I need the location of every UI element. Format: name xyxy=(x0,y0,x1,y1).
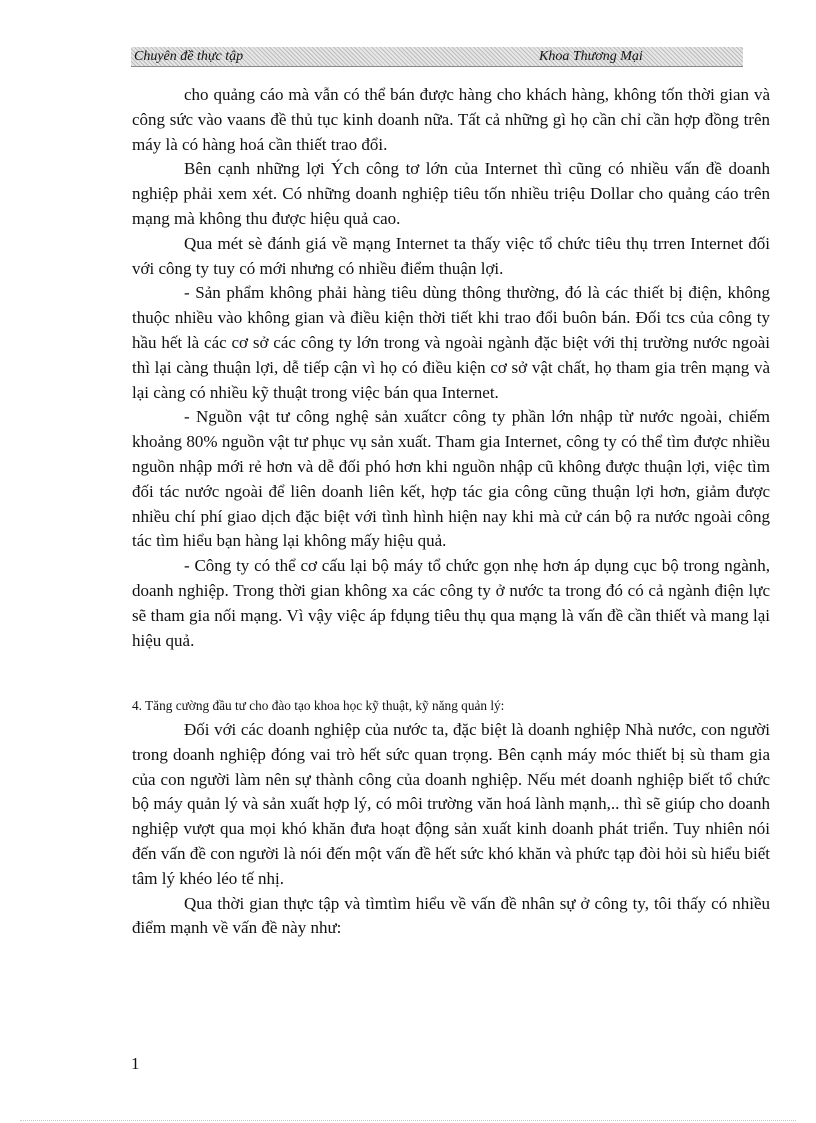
paragraph-4: - Sản phẩm không phải hàng tiêu dùng thông thường, đó là các thiết bị điện, không thuộc nhiều vào không gian và điều kiện thời tiết khi trao đổi buôn bán. Đối tcs của công ty hầu hết là các cơ sở các công ty lớn trong và ngoài ngành đặc biệt với thị trường nước ngoài thì lại càng thuận lợi, dễ tiếp cận vì họ có điều kiện cơ sở vật chất, họ tham gia trên mạng và lại càng có nhiều kỹ thuật trong việc bán qua Internet. xyxy=(132,283,770,402)
paragraph-5: - Nguồn vật tư công nghệ sản xuấtcr công ty phần lớn nhập từ nước ngoài, chiếm khoảng 80% nguồn vật tư phục vụ sản xuất. Tham gia Internet, công ty có thể tìm được nhiều nguồn nhập mới rẻ hơn và dễ đối phó hơn khi nguồn nhập cũ không được thuận lợi, việc tìm đối tác nước ngoài để liên doanh liên kết, hợp tác gia công cũng thuận lợi hơn, giảm được nhiều chí phí giao dịch đặc biệt với tình hình hiện nay khi mà cử cán bộ ra nước ngoài công tác tìm hiểu bạn hàng lại không mấy hiệu quả. xyxy=(132,407,770,551)
paragraph-2: Bên cạnh những lợi Ých công tơ lớn của Internet thì cũng có nhiều vấn đề doanh nghiệp phải xem xét. Có những doanh nghiệp tiêu tốn nhiều triệu Dollar cho quảng cáo trên mạng mà không thu được hiệu quả cao. xyxy=(132,159,770,228)
paragraph-7: Đối với các doanh nghiệp của nước ta, đặc biệt là doanh nghiệp Nhà nước, con người trong doanh nghiệp đóng vai trò hết sức quan trọng. Bên cạnh máy móc thiết bị sù tham gia của con người làm nên sự thành công của doanh nghiệp. Nếu mét doanh nghiệp biết tổ chức bộ máy quản lý và sản xuất hợp lý, có môi trường văn hoá lành mạnh,.. thì sẽ giúp cho doanh nghiệp vượt qua mọi khó khăn đưa hoạt động sản xuất kinh doanh phát triển. Tuy nhiên nói đến vấn đề con người là nói đến một vấn đề hết sức khó khăn và phức tạp đòi hỏi sù hiểu biết tâm lý khéo léo tế nhị. xyxy=(132,720,770,888)
page-header xyxy=(131,47,743,67)
main-text xyxy=(132,83,770,653)
paragraph-8: Qua thời gian thực tập và tìmtìm hiểu về vấn đề nhân sự ở công ty, tôi thấy có nhiều điểm mạnh về vấn đề này như: xyxy=(132,893,770,938)
paragraph-3: Qua mét sè đánh giá về mạng Internet ta thấy việc tổ chức tiêu thụ trren Internet đối với công ty tuy có mới nhưng có nhiều điểm thuận lợi. xyxy=(132,233,770,278)
footer-divider xyxy=(20,1120,796,1121)
paragraph-6: - Công ty có thể cơ cấu lại bộ máy tổ chức gọn nhẹ hơn áp dụng cục bộ trong ngành, doanh nghiệp. Trong thời gian không xa các công ty ở nước ta trong đó có cả ngành điện lực sẽ tham gia nối mạng. Vì vậy việc áp fdụng tiêu thụ qua mạng là vấn đề cần thiết và mang lại hiệu quả. xyxy=(132,556,770,650)
header-faculty: Khoa Thương Mại xyxy=(539,49,643,64)
section-heading: 4. Tăng cường đầu tư cho đào tạo khoa học kỹ thuật, kỹ năng quản lý: xyxy=(132,698,505,713)
page-number: 1 xyxy=(131,1054,140,1073)
section-text xyxy=(132,718,770,941)
header-course-title: Chuyên đề thực tập xyxy=(134,49,244,64)
paragraph-1: cho quảng cáo mà vẫn có thể bán được hàng cho khách hàng, không tốn thời gian và công sức vào vaans đề thủ tục kinh doanh nữa. Tất cả những gì họ cần chỉ cần hợp đồng trên máy là có hàng hoá cần thiết trao đổi. xyxy=(132,85,770,154)
